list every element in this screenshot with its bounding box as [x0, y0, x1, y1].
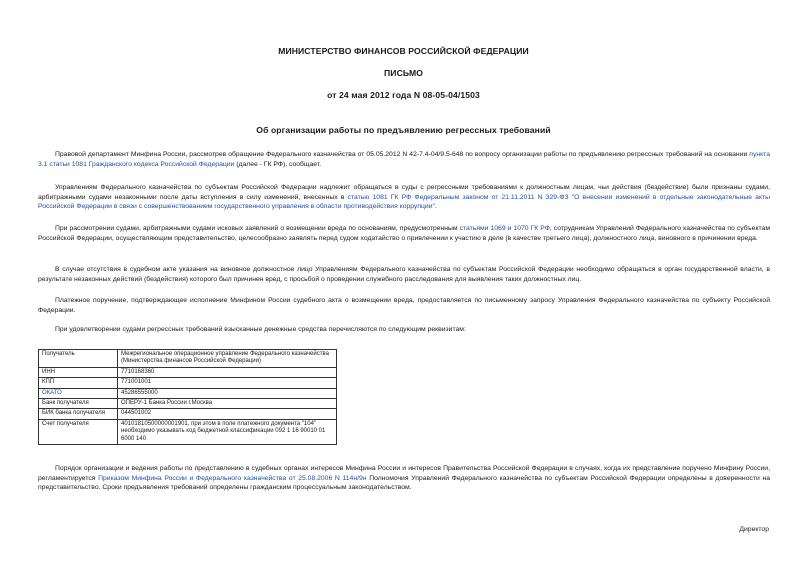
- doc-type-heading: ПИСЬМО: [384, 68, 423, 78]
- table-row: [39, 367, 337, 377]
- requisite-value: 7710168360: [118, 367, 337, 377]
- requisite-key: БИК банка получателя: [39, 409, 118, 419]
- link-okato[interactable]: ОКАТО: [42, 389, 62, 396]
- requisite-key: ИНН: [39, 367, 118, 377]
- requisite-value: 45286555000: [118, 388, 337, 398]
- table-row: [39, 419, 337, 444]
- doc-subject: Об организации работы по предъявлению регрессных требований: [256, 125, 551, 135]
- table-row: [39, 409, 337, 419]
- requisite-key: Получатель: [39, 350, 118, 368]
- requisite-value: Межрегиональное операционное управление Федерального казначейства (Министерства финансов Российской Федерации): [118, 350, 337, 368]
- requisite-key: Банк получателя: [39, 399, 118, 409]
- paragraph-2: Управлениям Федерального казначейства по субъектам Российской Федерации надлежит обращаться в суды с регрессными требованиями к должностным лицам, чьи действия (бездействие) были признаны судами, арбитражными судами незаконными после даты вступления в силу изменений, внесенных в статью 1081 ГК РФ Федеральным законом от 21.11.2011 N 329-ФЗ "О внесении изменений в отдельные законодательные акты Российской Федерации в связи с совершенствованием государственного управления в области противодействия коррупции".: [38, 184, 770, 211]
- table-row: [39, 388, 337, 398]
- signature-title: Директор: [739, 526, 769, 533]
- requisite-value: 40101810500000001901, при этом в поле платежного документа "104" необходимо указывать код бюджетной классификации 092 1 16 90010 01 6000 140: [118, 419, 337, 444]
- link-order-114n[interactable]: Приказом Минфина России и Федерального казначейства от 25.08.2006 N 114н/9н: [98, 474, 367, 482]
- link-gk-1081-3-1[interactable]: пункта 3.1 статьи 1081 Гражданского кодекса Российской Федерации: [38, 151, 770, 168]
- doc-date-number: от 24 мая 2012 года N 08-05-04/1503: [327, 90, 480, 100]
- table-row: [39, 399, 337, 409]
- paragraph-5: Платежное поручение, подтверждающее исполнение Минфином России судебного акта о возмещении вреда, предоставляется по письменному запросу Управления Федерального казначейства по субъекту Российской Федерации.: [38, 297, 770, 314]
- requisite-value: 044501002: [118, 409, 337, 419]
- requisites-table: [38, 349, 337, 445]
- ministry-heading: МИНИСТЕРСТВО ФИНАНСОВ РОССИЙСКОЙ ФЕДЕРАЦИИ: [278, 46, 529, 56]
- requisite-key: Счет получателя: [39, 419, 118, 444]
- table-row: [39, 350, 337, 368]
- requisite-value: 771001001: [118, 378, 337, 388]
- paragraph-6: При удовлетворении судами регрессных требований взысканные денежные средства перечисляются по следующим реквизитам:: [55, 326, 466, 333]
- link-federal-law-329[interactable]: статью 1081 ГК РФ Федеральным законом от 21.11.2011 N 329-ФЗ "О внесении изменений в отдельные законодательные акты Российской Федерации в связи с совершенствованием государственного управления в области противодействия коррупции": [38, 193, 770, 211]
- paragraph-1: Правовой департамент Минфина России, рассмотрев обращение Федерального казначейства от 05.05.2012 N 42-7.4-04/9.5-648 по вопросу организации работы по предъявлению регрессных требований на основании пункта 3.1 статьи 1081 Гражданского кодекса Российской Федерации (далее - ГК РФ), сообщает.: [38, 151, 770, 168]
- paragraph-3: При рассмотрении судами, арбитражными судами исковых заявлений о возмещении вреда по основаниям, предусмотренным статьями 1069 и 1070 ГК РФ, сотрудникам Управлений Федерального казначейства по субъектам Российской Федерации, осуществляющим представительство, целесообразно заявлять перед судом ходатайство о привлечении к участию в деле (в качестве третьего лица), должностного лица, виновного в причинении вреда.: [38, 225, 770, 242]
- paragraph-4: В случае отсутствия в судебном акте указания на виновное должностное лицо Управлениям Федерального казначейства по субъектам Российской Федерации необходимо обращаться в орган государственной власти, в результате незаконных действий (бездействия) которого был причинен вред, с просьбой о проведении служебного расследования для выявления таких должностных лиц.: [38, 266, 770, 283]
- link-gk-1069-1070[interactable]: статьями 1069 и 1070 ГК РФ: [459, 225, 550, 232]
- requisite-value: ОПЕРУ-1 Банка России г.Москва: [118, 399, 337, 409]
- requisite-key: КПП: [39, 378, 118, 388]
- paragraph-7: Порядок организации и ведения работы по представлению в судебных органах интересов Минфина России и интересов Правительства Российской Федерации в случаях, когда их представление поручено Минфину России, регламентируется Приказом Минфина России и Федерального казначейства от 25.08.2006 N 114н/9н Полномочия Управлений Федерального казначейства по субъектам Российской Федерации определены в доверенности на представительство. Сроки предъявления требований определены гражданским процессуальным законодательством.: [38, 465, 770, 492]
- table-row: [39, 378, 337, 388]
